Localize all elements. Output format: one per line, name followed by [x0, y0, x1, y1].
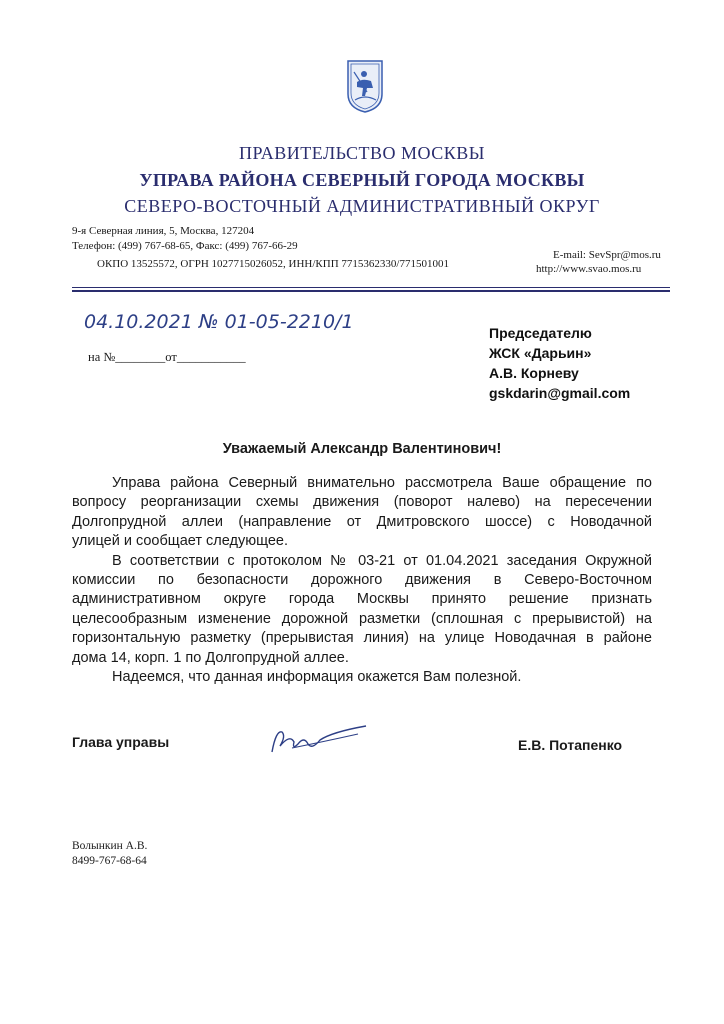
district-administration-title: УПРАВА РАЙОНА СЕВЕРНЫЙ ГОРОДА МОСКВЫ [139, 170, 585, 190]
body-line: дома 14, корп. 1 по Долгопрудной аллее. [72, 650, 349, 666]
reply-reference-line: на №________от___________ [88, 350, 246, 364]
handwritten-signature [262, 722, 372, 762]
recipient-name: А.В. Корневу [489, 365, 579, 381]
government-title: ПРАВИТЕЛЬСТВО МОСКВЫ [238, 143, 485, 163]
body-line: вопросу реорганизации схемы движения (поворот налево) на пересечении [72, 494, 652, 510]
moscow-coat-of-arms-emblem [345, 58, 385, 114]
body-line: Надеемся, что данная информация окажется Вам полезной. [112, 669, 522, 685]
body-line: комиссии по безопасности дорожного движения в Северо-Восточном [72, 572, 652, 588]
greeting: Уважаемый Александр Валентинович! [222, 441, 502, 457]
okrug-title: СЕВЕРО-ВОСТОЧНЫЙ АДМИНИСТРАТИВНЫЙ ОКРУГ [124, 196, 600, 216]
address-line: 9-я Северная линия, 5, Москва, 127204 [72, 225, 255, 237]
body-line: целесообразным изменение дорожной разметки (сплошная с прерывистой) на [72, 611, 652, 627]
email-line: E-mail: SevSpr@mos.ru [553, 249, 661, 261]
body-line: административном округе города Москвы принято решение признать [72, 591, 652, 607]
recipient-position: Председателю [489, 325, 592, 341]
body-line: Управа района Северный внимательно рассмотрела Ваше обращение по [112, 475, 652, 491]
recipient-organization: ЖСК «Дарьин» [489, 345, 592, 361]
executor-name: Волынкин А.В. [72, 840, 148, 852]
recipient-email: gskdarin@gmail.com [489, 385, 631, 401]
letterhead-divider-thin [72, 287, 670, 288]
signatory-name: Е.В. Потапенко [518, 737, 623, 753]
phone-fax-line: Телефон: (499) 767-68-65, Факс: (499) 767-66-29 [72, 240, 298, 252]
signatory-title: Глава управы [72, 734, 170, 750]
body-line: улицей и сообщает следующее. [72, 533, 289, 549]
outgoing-date-number: 04.10.2021 № 01-05-2210/1 [84, 311, 354, 333]
registration-codes-line: ОКПО 13525572, ОГРН 1027715026052, ИНН/КПП 7715362330/771501001 [97, 258, 449, 270]
body-line: горизонтальную разметку (прерывистая линия) на улице Новодачная в районе [72, 630, 652, 646]
website-line: http://www.svao.mos.ru [536, 263, 642, 275]
body-line: В соответствии с протоколом № 03-21 от 01.04.2021 заседания Окружной [112, 553, 652, 569]
executor-phone: 8499-767-68-64 [72, 855, 147, 867]
body-line: Долгопрудной аллеи (направление от Дмитровского шоссе) с Новодачной [72, 514, 652, 530]
letterhead-divider-thick [72, 290, 670, 292]
